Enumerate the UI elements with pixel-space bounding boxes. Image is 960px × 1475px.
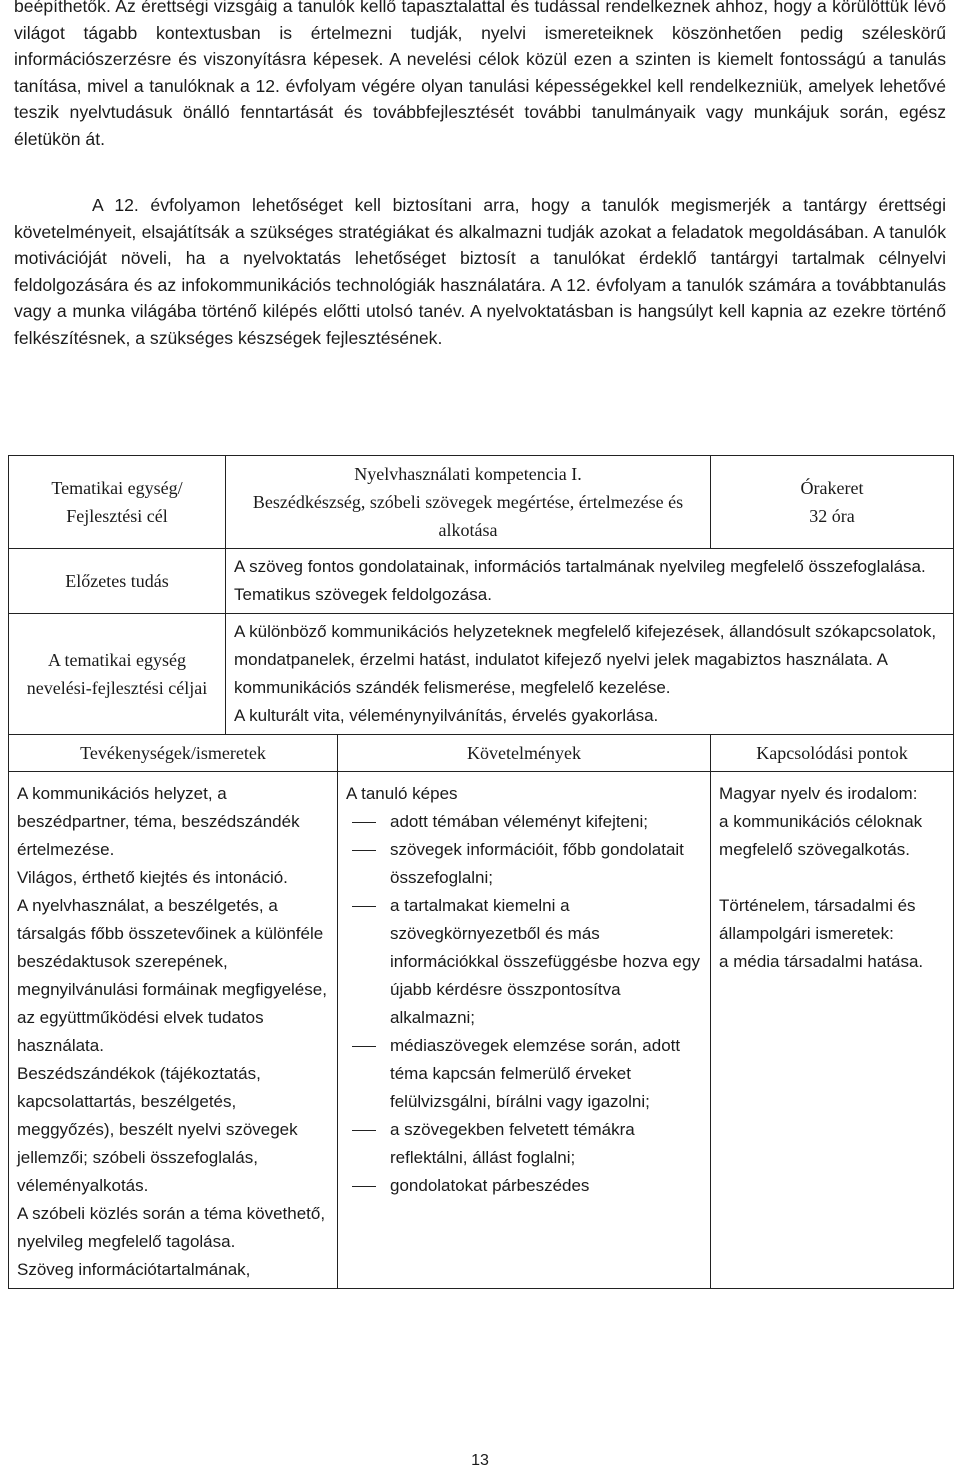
intro-paragraph-1: beépíthetők. Az érettségi vizsgáig a tanulók kellő tapasztalattal és tudással rendelkeznek ahhoz, hogy a körülöttük lévő világot tágabb kontextusban is értelmezni tudják, nyelvi ismereteiknek köszönhetően pedig széleskörű információszerzésre és viszonyításra képesek. A nevelési célok közül ezen a szinten is kiemelt fontosságú a tanulás tanítása, mivel a tanulóknak a 12. évfolyam végére olyan tanulási képességekkel kell rendelkezniük, amelyek lehetővé teszik nyelvtudásuk önálló fenntartását és továbbfejlesztését további tanulmányaik vagy munkájuk során, egész életükön át. <box>14 0 946 149</box>
connection-subject: Magyar nyelv és irodalom: <box>719 784 918 803</box>
connection-block <box>719 892 945 976</box>
hours-label: Órakeret <box>800 478 864 498</box>
page-number: 13 <box>471 1452 489 1469</box>
goals-text-2: A kulturált vita, véleménynyilvánítás, érvelés gyakorlása. <box>234 706 659 725</box>
hours-cell <box>711 456 954 549</box>
connection-text: a kommunikációs céloknak megfelelő szövegalkotás. <box>719 812 923 859</box>
prior-text: A szöveg fontos gondolatainak, információs tartalmának nyelvileg megfelelő összefoglalása. Tematikus szövegek feldolgozása. <box>226 549 954 614</box>
goals-text-1: A különböző kommunikációs helyzeteknek megfelelő kifejezések, állandósult szókapcsolatok, mondatpanelek, érzelmi hatást, indulatot kifejező nyelvi jelek magabiztos használata. A kommunikációs szándék felismerése, megfelelő kezelése. <box>234 622 937 697</box>
prior-label: Előzetes tudás <box>9 549 226 614</box>
column-header-row <box>9 735 954 772</box>
requirement-item: adott témában véleményt kifejteni; <box>346 808 702 836</box>
unit-title <box>226 456 711 549</box>
goals-text <box>226 614 954 735</box>
curriculum-table <box>8 455 954 1289</box>
activity-item: Világos, érthető kiejtés és intonáció. <box>17 868 288 887</box>
connection-text: a média társadalmi hatása. <box>719 952 924 971</box>
requirement-item: gondolatokat párbeszédes <box>346 1172 702 1200</box>
requirement-item: médiaszövegek elemzése során, adott téma kapcsán felmerülő érveket felülvizsgálni, bírálni vagy igazolni; <box>346 1032 702 1116</box>
goals-label: A tematikai egység nevelési-fejlesztési céljai <box>9 614 226 735</box>
unit-row <box>9 456 954 549</box>
activity-item: Beszédszándékok (tájékoztatás, kapcsolattartás, beszélgetés, meggyőzés), beszélt nyelvi szövegek jellemzői; szóbeli összefoglalás, véleményalkotás. <box>17 1064 298 1195</box>
requirements-cell <box>338 772 711 1289</box>
requirements-list <box>346 808 702 1200</box>
activities-cell <box>9 772 338 1289</box>
col-requirements-header: Követelmények <box>338 735 711 772</box>
requirement-item: a tartalmakat kiemelni a szövegkörnyezetből és más információkkal összefüggésbe hozva egy újabb kérdésre összpontosítva alkalmazni; <box>346 892 702 1032</box>
col-connections-header: Kapcsolódási pontok <box>711 735 954 772</box>
unit-title-line1: Nyelvhasználati kompetencia I. <box>354 464 582 484</box>
col-activities-header: Tevékenységek/ismeretek <box>9 735 338 772</box>
connection-block <box>719 780 945 864</box>
connections-cell <box>711 772 954 1289</box>
prior-row <box>9 549 954 614</box>
connection-subject: Történelem, társadalmi és állampolgári ismeretek: <box>719 896 916 943</box>
unit-label: Tematikai egység/ Fejlesztési cél <box>9 456 226 549</box>
activity-item: A szóbeli közlés során a téma követhető, nyelvileg megfelelő tagolása. <box>17 1204 326 1251</box>
activity-item: A nyelvhasználat, a beszélgetés, a társalgás főbb összetevőinek a különféle beszédaktusok szerepének, megnyilvánulási formáinak megfigyelése, az együttműködési elvek tudatos használata. <box>17 896 327 1055</box>
goals-row <box>9 614 954 735</box>
requirements-intro: A tanuló képes <box>346 784 458 803</box>
activity-item: Szöveg információtartalmának, <box>17 1260 251 1279</box>
requirement-item: szövegek információit, főbb gondolatait összefoglalni; <box>346 836 702 892</box>
intro-paragraph-2: A 12. évfolyamon lehetőséget kell biztosítani arra, hogy a tanulók megismerjék a tantárgy érettségi követelményeit, elsajátítsák a szükséges stratégiákat és alkalmazni tudják azokat a feladatok megoldásában. A tanulók motivációját növeli, ha a nyelvoktatás lehetőséget biztosít a tanulókat érdeklő tantárgyi tartalmak célnyelvi feldolgozására és az infokommunikációs technológiák használatára. A 12. évfolyam a tanulók számára a továbbtanulás vagy a munka világába történő kilépés előtti utolsó tanév. A nyelvoktatásban is hangsúlyt kell kapnia az ezekre történő felkészítésnek, a szükséges készségek fejlesztésének. <box>14 195 946 348</box>
content-row <box>9 772 954 1289</box>
activity-item: A kommunikációs helyzet, a beszédpartner, téma, beszédszándék értelmezése. <box>17 784 300 859</box>
unit-title-line2: Beszédkészség, szóbeli szövegek megértése, értelmezése és alkotása <box>252 492 684 540</box>
requirement-item: a szövegekben felvetett témákra reflektálni, állást foglalni; <box>346 1116 702 1172</box>
hours-value: 32 óra <box>809 506 855 526</box>
